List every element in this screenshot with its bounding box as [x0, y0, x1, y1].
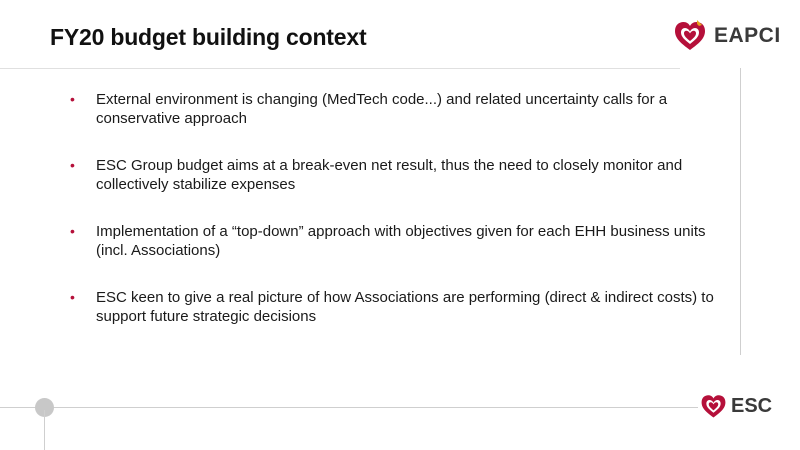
- bullet-text: External environment is changing (MedTech code...) and related uncertainty calls for a conservative approach: [96, 91, 668, 127]
- eapci-logo-text: EAPCI: [714, 23, 781, 47]
- bullet-list: [70, 90, 735, 354]
- footer-divider: [0, 407, 698, 408]
- bullet-item: [70, 156, 735, 194]
- heart-logo-icon: [700, 392, 727, 420]
- bullet-text: ESC keen to give a real picture of how Associations are performing (direct & indirect costs) to support future strategic decisions: [96, 289, 714, 325]
- bullet-marker: •: [70, 223, 75, 239]
- bullet-marker: •: [70, 289, 75, 305]
- eapci-logo: [673, 19, 781, 52]
- bullet-item: [70, 222, 735, 260]
- right-divider: [740, 68, 741, 355]
- esc-logo: [700, 392, 772, 420]
- bullet-marker: •: [70, 157, 75, 173]
- bullet-item: [70, 288, 735, 326]
- heart-logo-icon: [673, 19, 707, 52]
- footer-left-line: [44, 410, 45, 450]
- esc-logo-text: ESC: [731, 394, 773, 417]
- bullet-marker: •: [70, 91, 75, 107]
- bullet-item: [70, 90, 735, 128]
- header-divider: [0, 68, 680, 69]
- bullet-text: ESC Group budget aims at a break-even net result, thus the need to closely monitor and collectively stabilize expenses: [96, 157, 683, 193]
- slide-title: FY20 budget building context: [50, 24, 367, 50]
- bullet-text: Implementation of a “top-down” approach with objectives given for each EHH business units (incl. Associations): [96, 223, 706, 259]
